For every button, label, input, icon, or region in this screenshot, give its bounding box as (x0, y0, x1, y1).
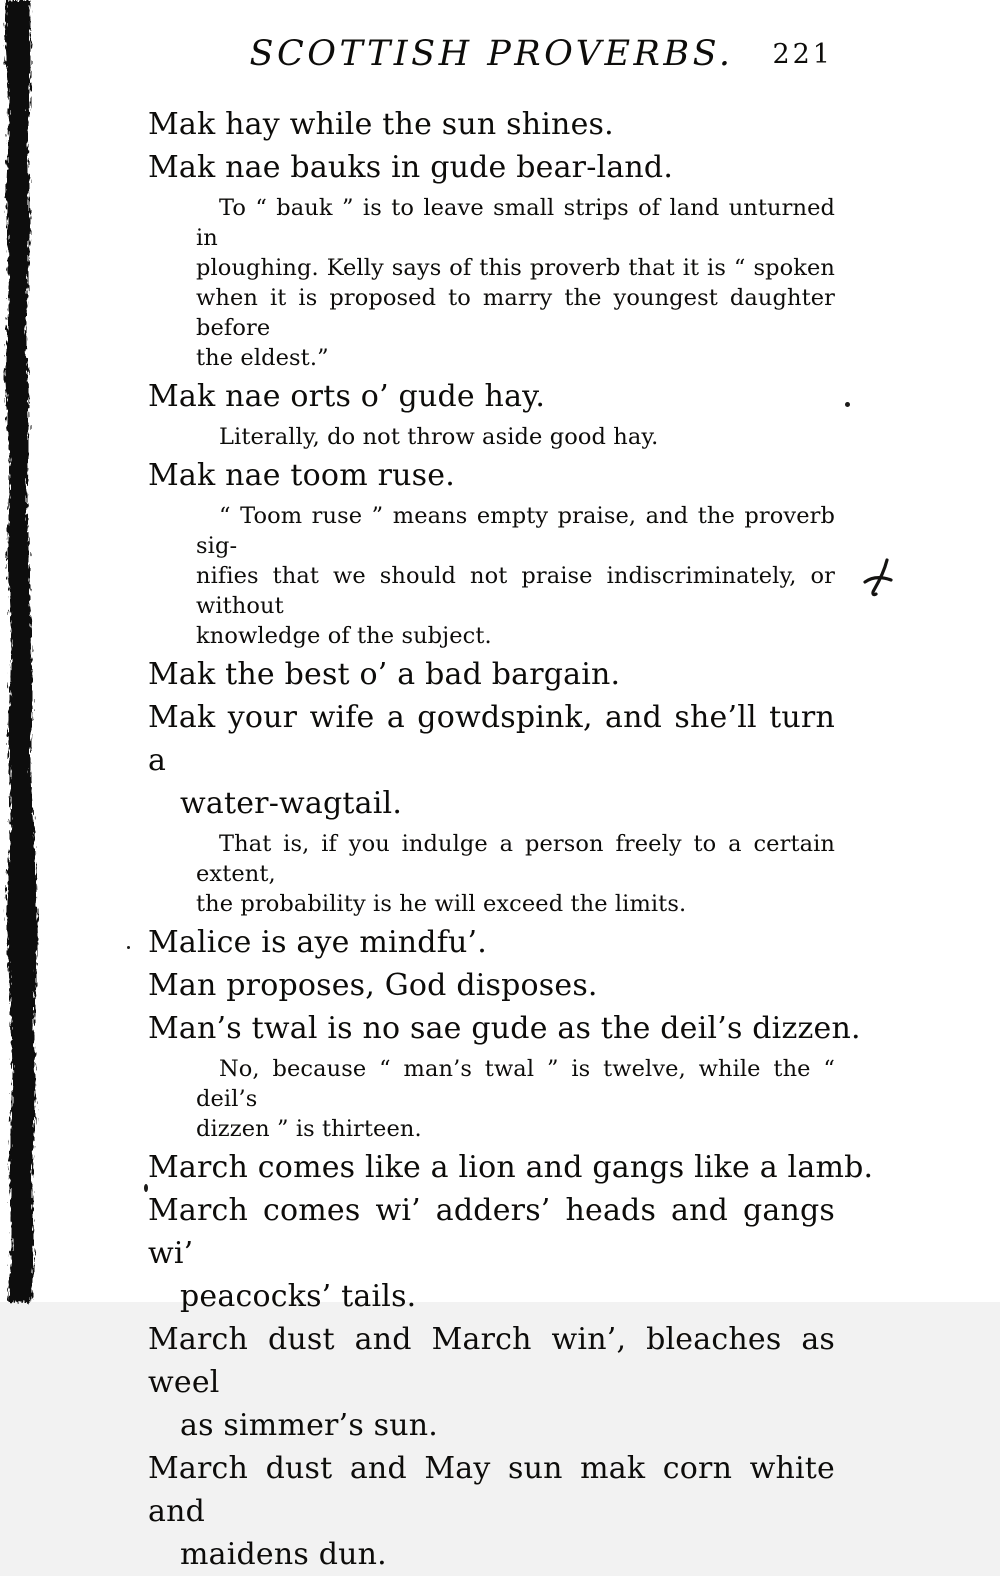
scan-speck (144, 1184, 148, 1192)
proverb-list (148, 103, 874, 1576)
proverb-line: Man’s twal is no sae gude as the deil’s dizzen. (148, 1011, 861, 1046)
gutter-shadow (0, 0, 60, 1302)
proverb-entry (148, 146, 835, 373)
proverb-line: Malice is aye mindfu’. (148, 925, 487, 960)
proverb-line: maidens dun. (180, 1537, 387, 1572)
proverb-entry (148, 1007, 861, 1144)
note-line: when it is proposed to marry the youngest daughter before (196, 285, 835, 341)
note-line: Literally, do not throw aside good hay. (219, 424, 659, 450)
proverb-entry (148, 454, 835, 651)
proverb-entry (148, 653, 835, 696)
proverb-line: March dust and May sun mak corn white and (148, 1451, 835, 1529)
page-header (148, 34, 835, 80)
proverb-note (196, 829, 835, 919)
running-title: SCOTTISH PROVERBS. (249, 34, 734, 74)
note-line: “ Toom ruse ” means empty praise, and the proverb sig- (196, 503, 835, 559)
proverb-entry (148, 375, 835, 452)
proverb-note (196, 1054, 835, 1144)
proverb-line: Man proposes, God disposes. (148, 968, 598, 1003)
proverb-line: Mak nae orts o’ gude hay. (148, 379, 546, 414)
proverb-note (196, 422, 835, 452)
proverb-note (196, 193, 835, 373)
note-line: ploughing. Kelly says of this proverb that it is “ spoken (196, 255, 835, 281)
note-line: No, because “ man’s twal ” is twelve, while the “ deil’s (196, 1056, 835, 1112)
scan-speck (127, 946, 130, 949)
proverb-entry (148, 696, 835, 919)
note-line: the probability is he will exceed the limits. (196, 891, 687, 917)
text-column (148, 34, 874, 1576)
scan-speck (845, 402, 850, 407)
proverb-line: Mak nae bauks in gude bear-land. (148, 150, 674, 185)
proverb-note (196, 501, 835, 651)
handwritten-x-mark (860, 556, 900, 604)
proverb-entry (148, 103, 835, 146)
proverb-entry (148, 921, 835, 964)
note-line: That is, if you indulge a person freely to a certain extent, (196, 831, 835, 887)
note-line: knowledge of the subject. (196, 623, 492, 649)
proverb-line: Mak your wife a gowdspink, and she’ll turn a (148, 700, 835, 778)
page-number: 221 (772, 39, 833, 70)
proverb-entry (148, 964, 835, 1007)
proverb-line: March dust and March win’, bleaches as weel (148, 1322, 835, 1400)
note-line: To “ bauk ” is to leave small strips of land unturned in (196, 195, 835, 251)
proverb-line: Mak nae toom ruse. (148, 458, 455, 493)
proverb-entry (148, 1318, 835, 1447)
proverb-entry (148, 1447, 835, 1576)
proverb-entry (148, 1189, 835, 1318)
proverb-line: as simmer’s sun. (180, 1408, 439, 1443)
note-line: nifies that we should not praise indiscriminately, or without (196, 563, 835, 619)
proverb-entry (148, 1146, 874, 1189)
proverb-line: Mak hay while the sun shines. (148, 107, 614, 142)
proverb-line: Mak the best o’ a bad bargain. (148, 657, 621, 692)
proverb-line: March comes wi’ adders’ heads and gangs wi’ (148, 1193, 835, 1271)
note-line: the eldest.” (196, 345, 329, 371)
proverb-line: March comes like a lion and gangs like a lamb. (148, 1150, 874, 1185)
proverb-line: water-wagtail. (180, 786, 403, 821)
note-line: dizzen ” is thirteen. (196, 1116, 422, 1142)
proverb-line: peacocks’ tails. (180, 1279, 417, 1314)
